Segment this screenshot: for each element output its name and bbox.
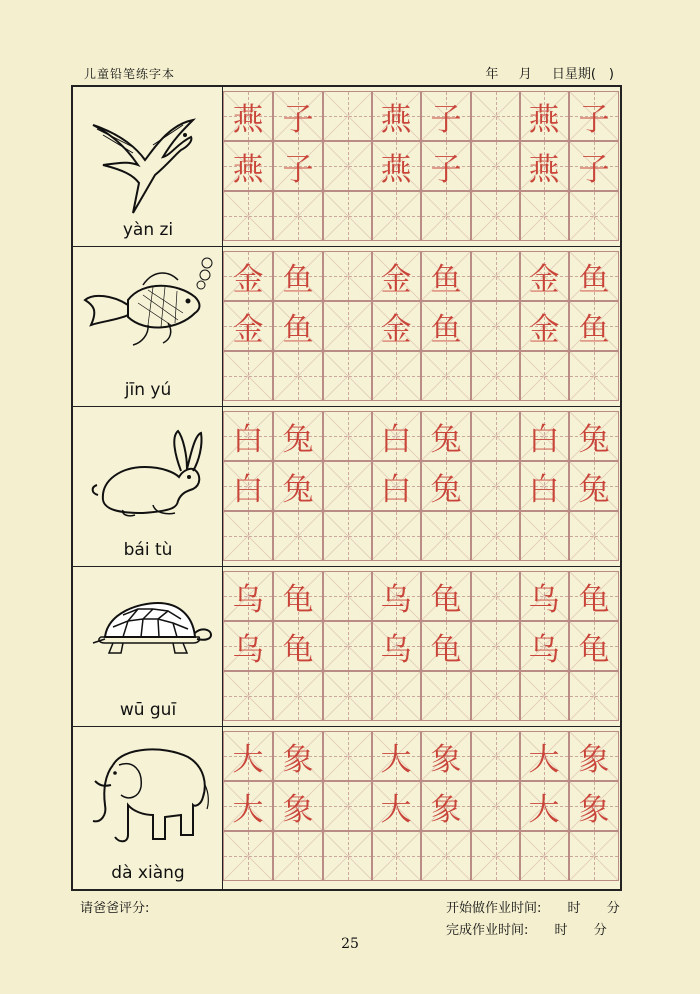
- writing-grid: [223, 247, 620, 406]
- writing-cell: [519, 191, 569, 241]
- writing-cell: [323, 351, 373, 401]
- writing-cell: [371, 671, 421, 721]
- writing-cell: [371, 831, 421, 881]
- writing-cell: [421, 671, 471, 721]
- tracing-character: 燕: [380, 151, 412, 188]
- writing-cell: [323, 141, 373, 191]
- writing-cell: [323, 91, 373, 141]
- tracing-character: 大: [380, 791, 412, 828]
- writing-cell: [323, 781, 373, 831]
- tracing-character: 金: [380, 311, 412, 348]
- tracing-character: 鱼: [282, 261, 314, 298]
- tracing-character: 象: [578, 791, 610, 828]
- writing-cell: [519, 621, 569, 671]
- tracing-character: 子: [282, 151, 314, 188]
- writing-cell: [569, 671, 619, 721]
- tracing-character: 兔: [282, 471, 314, 508]
- writing-cell: [569, 351, 619, 401]
- writing-cell: [273, 731, 323, 781]
- writing-cell: [471, 91, 521, 141]
- writing-cell: [371, 91, 421, 141]
- tracing-character: 子: [430, 151, 462, 188]
- writing-cell: [421, 571, 471, 621]
- writing-cell: [519, 781, 569, 831]
- tracing-character: 燕: [232, 101, 264, 138]
- tracing-character: 鱼: [430, 311, 462, 348]
- tracing-character: 白: [232, 421, 264, 458]
- writing-cell: [371, 781, 421, 831]
- writing-cell: [273, 91, 323, 141]
- writing-cell: [371, 141, 421, 191]
- writing-cell: [471, 251, 521, 301]
- tracing-character: 乌: [232, 631, 264, 668]
- writing-cell: [273, 461, 323, 511]
- pinyin-label: bái tù: [123, 540, 173, 560]
- date-month: 月: [518, 67, 532, 82]
- writing-cell: [471, 511, 521, 561]
- tracing-character: 象: [578, 741, 610, 778]
- goldfish-icon: [83, 255, 213, 375]
- tracing-character: 象: [430, 741, 462, 778]
- writing-cell: [323, 191, 373, 241]
- swallow-icon: [83, 95, 213, 215]
- writing-cell: [273, 191, 323, 241]
- writing-cell: [519, 301, 569, 351]
- writing-grid: [223, 87, 620, 246]
- writing-cell: [323, 301, 373, 351]
- tracing-character: 金: [232, 311, 264, 348]
- writing-cell: [323, 251, 373, 301]
- writing-cell: [471, 781, 521, 831]
- writing-cell: [273, 301, 323, 351]
- picture-cell: [73, 407, 223, 566]
- writing-cell: [323, 461, 373, 511]
- writing-cell: [223, 621, 273, 671]
- minute-unit: 分: [606, 901, 620, 916]
- tracing-character: 乌: [380, 581, 412, 618]
- writing-cell: [421, 251, 471, 301]
- rabbit-icon: [83, 415, 213, 535]
- writing-cell: [223, 461, 273, 511]
- writing-cell: [223, 301, 273, 351]
- tracing-character: 龟: [578, 581, 610, 618]
- minute-unit: 分: [593, 923, 607, 938]
- writing-cell: [471, 301, 521, 351]
- writing-cell: [471, 621, 521, 671]
- writing-cell: [569, 621, 619, 671]
- writing-cell: [471, 351, 521, 401]
- tracing-character: 大: [528, 741, 560, 778]
- writing-cell: [223, 781, 273, 831]
- writing-cell: [273, 621, 323, 671]
- writing-cell: [421, 301, 471, 351]
- tracing-character: 金: [232, 261, 264, 298]
- tracing-character: 白: [528, 421, 560, 458]
- tracing-character: 兔: [430, 471, 462, 508]
- writing-cell: [471, 191, 521, 241]
- writing-cell: [421, 731, 471, 781]
- writing-cell: [421, 141, 471, 191]
- writing-cell: [223, 351, 273, 401]
- tortoise-icon: [83, 575, 213, 695]
- writing-cell: [569, 191, 619, 241]
- writing-cell: [273, 251, 323, 301]
- writing-cell: [569, 141, 619, 191]
- writing-cell: [323, 411, 373, 461]
- writing-cell: [421, 91, 471, 141]
- writing-cell: [569, 461, 619, 511]
- writing-cell: [421, 461, 471, 511]
- elephant-icon: [83, 735, 213, 855]
- practice-row: [73, 87, 620, 247]
- tracing-character: 燕: [528, 101, 560, 138]
- writing-cell: [421, 191, 471, 241]
- writing-cell: [519, 351, 569, 401]
- tracing-character: 兔: [430, 421, 462, 458]
- writing-cell: [569, 731, 619, 781]
- tracing-character: 兔: [578, 421, 610, 458]
- parent-rating-label: 请爸爸评分:: [80, 901, 150, 916]
- writing-cell: [371, 411, 421, 461]
- writing-cell: [421, 511, 471, 561]
- hour-unit: 时: [567, 901, 581, 916]
- pinyin-label: jīn yú: [124, 380, 172, 400]
- practice-row: [73, 727, 620, 889]
- tracing-character: 大: [232, 741, 264, 778]
- start-time-label: 开始做作业时间:: [446, 901, 542, 916]
- writing-cell: [323, 731, 373, 781]
- writing-cell: [323, 621, 373, 671]
- tracing-character: 子: [578, 151, 610, 188]
- writing-cell: [371, 571, 421, 621]
- picture-cell: [73, 247, 223, 406]
- writing-cell: [223, 731, 273, 781]
- writing-cell: [371, 731, 421, 781]
- writing-cell: [519, 511, 569, 561]
- writing-cell: [273, 351, 323, 401]
- writing-cell: [223, 511, 273, 561]
- tracing-character: 龟: [282, 581, 314, 618]
- writing-cell: [421, 831, 471, 881]
- writing-cell: [273, 671, 323, 721]
- finish-time-label: 完成作业时间:: [446, 923, 529, 938]
- tracing-character: 龟: [578, 631, 610, 668]
- writing-cell: [471, 461, 521, 511]
- picture-cell: [73, 87, 223, 246]
- writing-cell: [569, 511, 619, 561]
- writing-cell: [371, 351, 421, 401]
- tracing-character: 白: [232, 471, 264, 508]
- tracing-character: 鱼: [282, 311, 314, 348]
- date-year: 年: [485, 67, 499, 82]
- tracing-character: 龟: [430, 581, 462, 618]
- tracing-character: 金: [380, 261, 412, 298]
- tracing-character: 象: [282, 741, 314, 778]
- hour-unit: 时: [554, 923, 568, 938]
- book-title: 儿童铅笔练字本: [84, 67, 176, 81]
- writing-cell: [371, 251, 421, 301]
- writing-cell: [569, 251, 619, 301]
- writing-cell: [569, 781, 619, 831]
- practice-row: [73, 247, 620, 407]
- date-line: [472, 63, 614, 82]
- pinyin-label: dà xiàng: [111, 863, 185, 883]
- tracing-character: 大: [380, 741, 412, 778]
- tracing-character: 鱼: [430, 261, 462, 298]
- writing-cell: [569, 91, 619, 141]
- writing-cell: [273, 411, 323, 461]
- writing-cell: [223, 671, 273, 721]
- pinyin-label: wū guī: [119, 700, 177, 720]
- writing-cell: [519, 461, 569, 511]
- tracing-character: 燕: [528, 151, 560, 188]
- date-day-weekday: 日星期( ): [551, 67, 614, 82]
- writing-cell: [471, 731, 521, 781]
- writing-cell: [519, 141, 569, 191]
- tracing-character: 子: [430, 101, 462, 138]
- writing-cell: [323, 571, 373, 621]
- tracing-character: 金: [528, 261, 560, 298]
- writing-cell: [371, 191, 421, 241]
- tracing-character: 象: [282, 791, 314, 828]
- tracing-character: 乌: [232, 581, 264, 618]
- tracing-character: 鱼: [578, 311, 610, 348]
- writing-cell: [471, 571, 521, 621]
- writing-cell: [421, 621, 471, 671]
- tracing-character: 乌: [380, 631, 412, 668]
- writing-cell: [519, 831, 569, 881]
- writing-cell: [223, 831, 273, 881]
- tracing-character: 鱼: [578, 261, 610, 298]
- tracing-character: 燕: [380, 101, 412, 138]
- tracing-character: 龟: [282, 631, 314, 668]
- writing-cell: [569, 301, 619, 351]
- writing-cell: [519, 411, 569, 461]
- writing-cell: [273, 141, 323, 191]
- writing-cell: [519, 671, 569, 721]
- picture-cell: [73, 567, 223, 726]
- writing-cell: [371, 461, 421, 511]
- tracing-character: 大: [528, 791, 560, 828]
- picture-cell: [73, 727, 223, 889]
- writing-cell: [273, 511, 323, 561]
- writing-cell: [223, 191, 273, 241]
- writing-grid: [223, 407, 620, 566]
- writing-cell: [273, 781, 323, 831]
- tracing-character: 兔: [578, 471, 610, 508]
- writing-cell: [569, 831, 619, 881]
- tracing-character: 乌: [528, 581, 560, 618]
- start-time-line: [446, 897, 620, 916]
- writing-cell: [471, 831, 521, 881]
- tracing-character: 兔: [282, 421, 314, 458]
- writing-cell: [371, 511, 421, 561]
- pinyin-label: yàn zi: [122, 220, 174, 240]
- writing-cell: [421, 781, 471, 831]
- page-number: 25: [341, 936, 359, 952]
- writing-cell: [323, 511, 373, 561]
- writing-cell: [471, 671, 521, 721]
- tracing-character: 象: [430, 791, 462, 828]
- writing-grid: [223, 727, 620, 889]
- tracing-character: 白: [380, 471, 412, 508]
- writing-cell: [323, 831, 373, 881]
- tracing-character: 龟: [430, 631, 462, 668]
- tracing-character: 燕: [232, 151, 264, 188]
- writing-cell: [519, 731, 569, 781]
- writing-cell: [471, 411, 521, 461]
- tracing-character: 子: [282, 101, 314, 138]
- writing-cell: [223, 571, 273, 621]
- tracing-character: 大: [232, 791, 264, 828]
- writing-cell: [223, 141, 273, 191]
- writing-grid: [223, 567, 620, 726]
- writing-cell: [323, 671, 373, 721]
- writing-cell: [471, 141, 521, 191]
- tracing-character: 白: [528, 471, 560, 508]
- writing-cell: [273, 831, 323, 881]
- tracing-character: 白: [380, 421, 412, 458]
- tracing-character: 子: [578, 101, 610, 138]
- practice-row: [73, 407, 620, 567]
- tracing-character: 金: [528, 311, 560, 348]
- writing-cell: [519, 571, 569, 621]
- writing-cell: [273, 571, 323, 621]
- tracing-character: 乌: [528, 631, 560, 668]
- writing-cell: [569, 411, 619, 461]
- practice-row: [73, 567, 620, 727]
- writing-cell: [421, 351, 471, 401]
- writing-cell: [569, 571, 619, 621]
- writing-cell: [519, 251, 569, 301]
- writing-cell: [371, 621, 421, 671]
- writing-cell: [371, 301, 421, 351]
- writing-cell: [421, 411, 471, 461]
- writing-cell: [519, 91, 569, 141]
- writing-cell: [223, 91, 273, 141]
- writing-cell: [223, 411, 273, 461]
- practice-sheet: [71, 85, 622, 891]
- writing-cell: [223, 251, 273, 301]
